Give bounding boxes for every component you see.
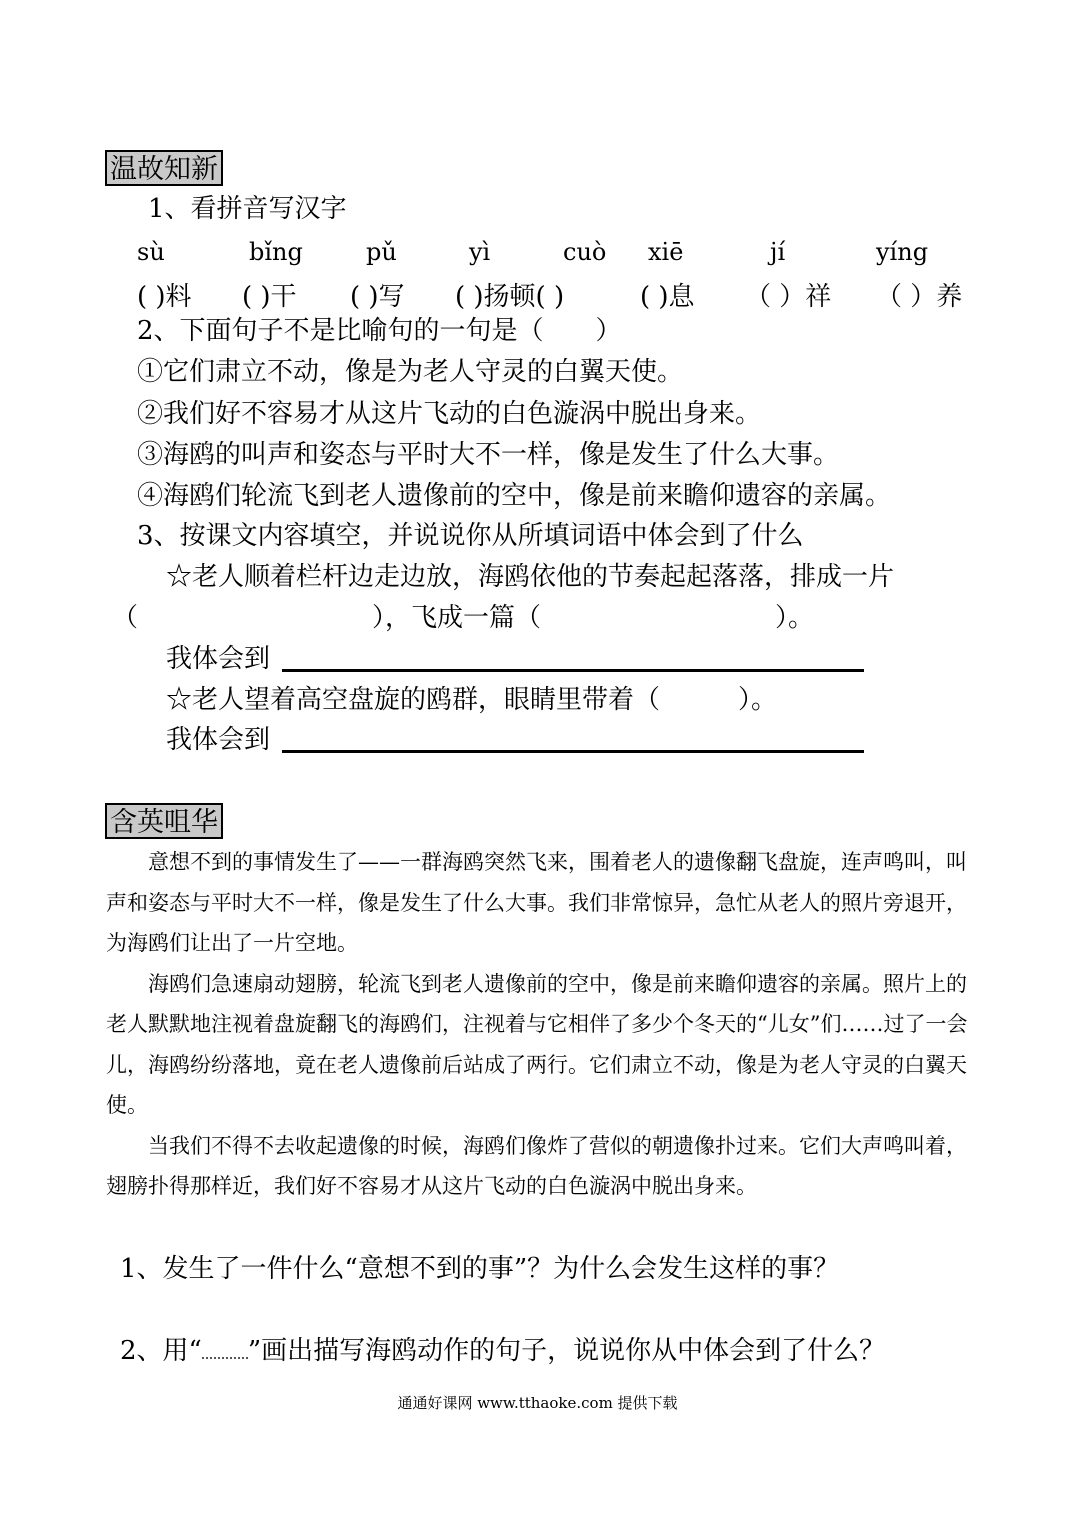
- blank-3: ( )写: [350, 282, 405, 312]
- pinyin-5: cuò: [563, 238, 607, 266]
- fill-sentence-1: ☆老人顺着栏杆边走边放，海鸥依他的节奏起起落落，排成一片: [166, 562, 895, 592]
- blank-4: ( )扬顿( ): [455, 282, 565, 312]
- pinyin-4: yì: [469, 238, 491, 266]
- pinyin-1: sù: [137, 238, 165, 266]
- fill-sentence-1-blanks: （ ），飞成一篇（ ）。: [112, 603, 815, 633]
- option-4: ④海鸥们轮流飞到老人遗像前的空中，像是前来瞻仰遗容的亲属。: [137, 481, 892, 511]
- passage-paragraph-3: 当我们不得不去收起遗像的时候，海鸥们像炸了营似的朝遗像扑过来。它们大声鸣叫着，翅膀扑得那样近，我们好不容易才从这片飞动的白色漩涡中脱出身来。: [106, 1133, 967, 1198]
- answer-line-1[interactable]: [282, 669, 864, 672]
- reading-question-2-suffix: ”画出描写海鸥动作的句子，说说你从中体会到了什么？: [247, 1336, 886, 1366]
- passage-paragraph-1: 意想不到的事情发生了——一群海鸥突然飞来，围着老人的遗像翻飞盘旋，连声鸣叫，叫声和姿态与平时大不一样，像是发生了什么大事。我们非常惊异，急忙从老人的照片旁退开，为海鸥们让出了一片空地。: [106, 850, 967, 955]
- question-3: 3、按课文内容填空，并说说你从所填词语中体会到了什么: [137, 521, 804, 551]
- section-title-review: 温故知新: [105, 150, 223, 186]
- pinyin-2: bǐng: [249, 238, 303, 266]
- blank-1: ( )料: [137, 282, 192, 312]
- reading-passage: [106, 842, 972, 1207]
- answer-line-2[interactable]: [282, 750, 864, 753]
- pinyin-7: jí: [770, 238, 786, 266]
- option-1: ①它们肃立不动，像是为老人守灵的白翼天使。: [137, 357, 684, 387]
- section-title-reading: 含英咀华: [105, 803, 223, 839]
- wavy-underline-mark: [202, 1345, 248, 1359]
- question-1: 1、看拼音写汉字: [148, 194, 347, 224]
- footer-credit: 通通好课网 www.tthaoke.com 提供下载: [397, 1394, 678, 1412]
- question-2: 2、下面句子不是比喻句的一句是（ ）: [137, 316, 622, 346]
- feel-label-2: 我体会到: [166, 725, 271, 755]
- passage-paragraph-2: 海鸥们急速扇动翅膀，轮流飞到老人遗像前的空中，像是前来瞻仰遗容的亲属。照片上的老人默默地注视着盘旋翻飞的海鸥们，注视着与它相伴了多少个冬天的“儿女”们……过了一会儿，海鸥纷纷落地，竟在老人遗像前后站成了两行。它们肃立不动，像是为老人守灵的白翼天使。: [106, 971, 968, 1117]
- blank-6: （ ）祥: [745, 282, 832, 312]
- option-3: ③海鸥的叫声和姿态与平时大不一样，像是发生了什么大事。: [137, 440, 840, 470]
- pinyin-6: xiē: [648, 238, 684, 266]
- blank-5: ( )息: [640, 282, 695, 312]
- fill-sentence-2: ☆老人望着高空盘旋的鸥群，眼睛里带着（ ）。: [166, 685, 778, 715]
- blank-2: ( )干: [242, 282, 297, 312]
- pinyin-3: pǔ: [366, 238, 397, 266]
- blank-7: （ ）养: [876, 282, 963, 312]
- pinyin-8: yíng: [876, 238, 929, 266]
- feel-label-1: 我体会到: [166, 644, 271, 674]
- reading-question-2-prefix: 2、用“: [120, 1336, 202, 1366]
- reading-question-1: 1、发生了一件什么“意想不到的事”？为什么会发生这样的事？: [120, 1254, 840, 1284]
- reading-question-2: [120, 1334, 885, 1368]
- option-2: ②我们好不容易才从这片飞动的白色漩涡中脱出身来。: [137, 399, 762, 429]
